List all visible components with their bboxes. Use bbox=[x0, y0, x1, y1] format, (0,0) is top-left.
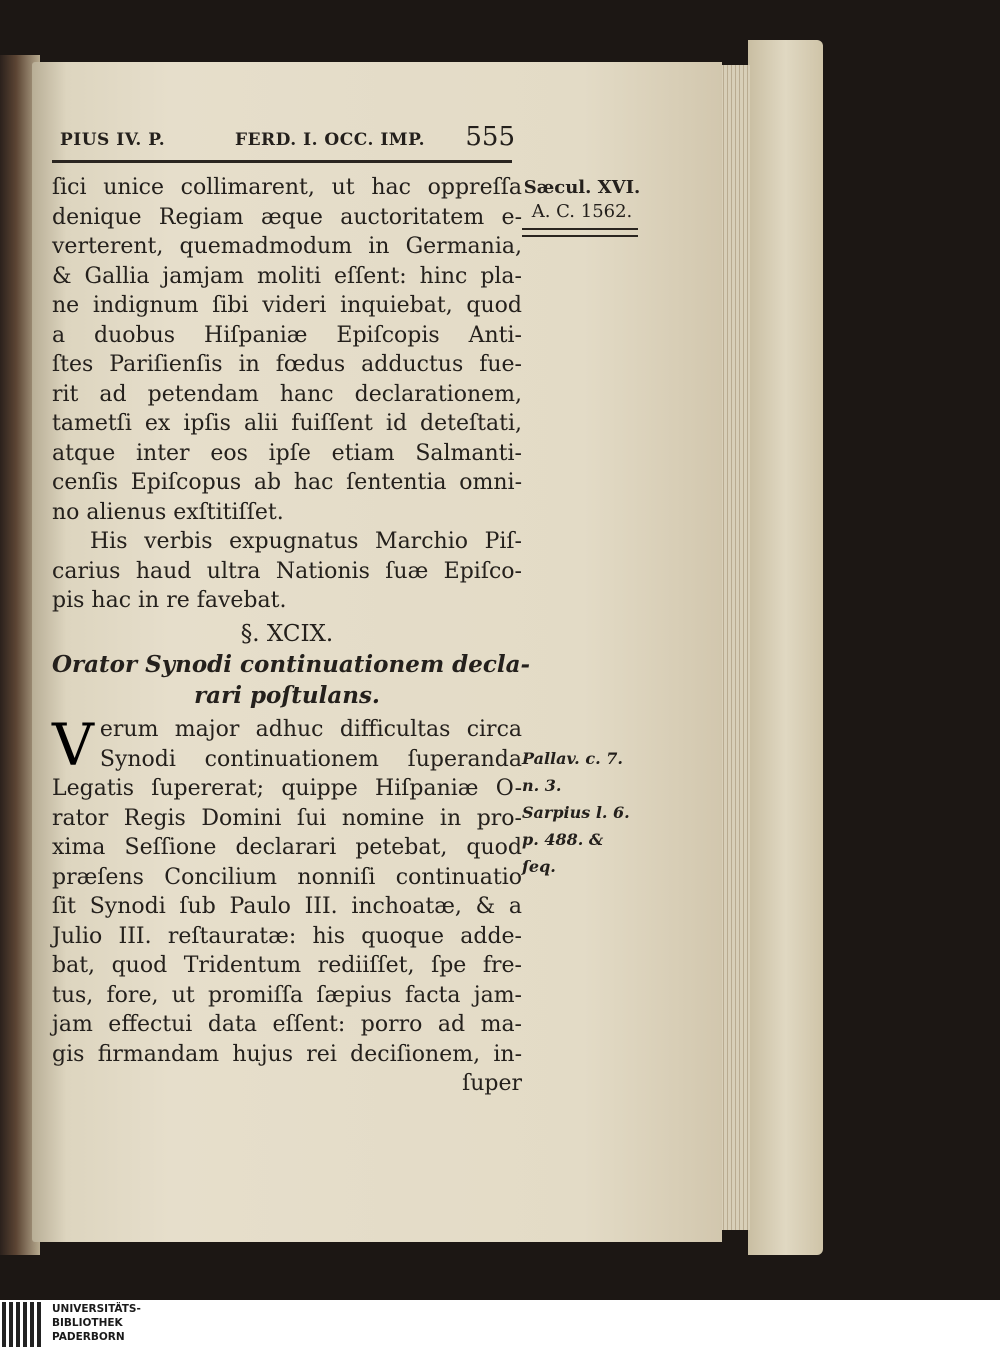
running-head-rule bbox=[52, 160, 512, 163]
margin-note-century: Sæcul. XVI. bbox=[523, 177, 641, 198]
text-line: ſtes Pariſienſis in fœdus adductus fue- bbox=[52, 352, 522, 377]
text-line: a duobus Hiſpaniæ Epiſcopis Anti- bbox=[52, 322, 522, 348]
text-line: verterent, quemadmodum in Germania, bbox=[52, 234, 522, 259]
running-head bbox=[60, 122, 515, 160]
text-line: jam effectui data eſſent: porro ad ma- bbox=[52, 1012, 522, 1037]
library-name bbox=[52, 1302, 141, 1344]
margin-ref: p. 488. & bbox=[522, 830, 604, 849]
text-line: Legatis ſupererat; quippe Hiſpaniæ O- bbox=[52, 776, 522, 801]
text-line: & Gallia jamjam moliti eſſent: hinc pla- bbox=[52, 263, 522, 289]
library-name-line: BIBLIOTHEK bbox=[52, 1317, 123, 1329]
text-line: gis firmandam hujus rei deciſionem, in- bbox=[52, 1041, 522, 1067]
text-line: no alienus exſtitiſſet. bbox=[52, 499, 284, 525]
book-cover-edge bbox=[748, 40, 823, 1255]
text-line: xima Seſſione declarari petebat, quod bbox=[52, 835, 522, 860]
text-line: carius haud ultra Nationis ſuæ Epiſco- bbox=[52, 558, 522, 584]
running-head-left: PIUS IV. P. bbox=[60, 130, 166, 150]
text-line: pis hac in re favebat. bbox=[52, 588, 287, 613]
margin-note-rule bbox=[522, 228, 638, 237]
main-text bbox=[52, 173, 531, 1099]
library-logo-icon bbox=[0, 1300, 44, 1349]
text-line: denique Regiam æque auctoritatem e- bbox=[52, 204, 522, 230]
page-number: 555 bbox=[465, 122, 515, 152]
section-title: Orator Synodi continuationem decla- bbox=[52, 651, 531, 678]
library-name-line: PADERBORN bbox=[52, 1331, 125, 1343]
margin-ref: Pallav. c. 7. bbox=[522, 749, 623, 768]
text-line: ne indignum ſibi videri inquiebat, quod bbox=[52, 293, 522, 318]
running-head-center: FERD. I. OCC. IMP. bbox=[235, 130, 425, 150]
text-line: præſens Concilium nonniſi continuatio bbox=[52, 864, 522, 890]
text-line: erum major adhuc difficultas circa bbox=[99, 717, 522, 742]
text-line: ſit Synodi ſub Paulo III. inchoatæ, & a bbox=[52, 894, 522, 919]
text-line: rit ad petendam hanc declarationem, bbox=[52, 381, 522, 407]
margin-note-year: A. C. 1562. bbox=[531, 201, 633, 222]
text-line: cenſis Epiſcopus ab hac ſententia omni- bbox=[52, 470, 522, 495]
text-line: tus, fore, ut promiſſa ſæpius facta jam- bbox=[52, 982, 522, 1008]
margin-references bbox=[522, 745, 657, 880]
drop-cap: V bbox=[52, 711, 94, 779]
margin-ref: Sarpius l. 6. bbox=[522, 803, 630, 822]
margin-ref: ſeq. bbox=[522, 857, 556, 876]
paragraph-2 bbox=[52, 527, 522, 616]
section-number: §. XCIX. bbox=[240, 620, 334, 647]
paragraph-1 bbox=[52, 173, 522, 527]
text-line: tametſi ex ipſis alii fuiſſent id deteſtati, bbox=[52, 411, 522, 436]
text-line: Synodi continuationem ſuperanda bbox=[99, 746, 522, 772]
text-line: bat, quod Tridentum rediiſſet, ſpe fre- bbox=[52, 953, 522, 978]
library-footer bbox=[0, 1300, 1000, 1349]
text-line: atque inter eos ipſe etiam Salmanti- bbox=[52, 440, 522, 466]
margin-ref: n. 3. bbox=[522, 776, 562, 795]
text-line: ſici unice collimarent, ut hac oppreſſa bbox=[52, 175, 522, 200]
paragraph-3 bbox=[52, 711, 522, 1099]
text-line: rator Regis Domini ſui nomine in pro- bbox=[52, 805, 522, 831]
text-line: His verbis expugnatus Marchio Piſ- bbox=[90, 529, 522, 554]
library-name-line: UNIVERSITÄTS- bbox=[52, 1303, 141, 1315]
margin-note-date bbox=[522, 176, 642, 224]
section-title-cont: rari poſtulans. bbox=[194, 682, 380, 709]
catchword: ſuper bbox=[462, 1071, 522, 1096]
text-line: Julio III. reſtauratæ: his quoque adde- bbox=[52, 923, 522, 949]
